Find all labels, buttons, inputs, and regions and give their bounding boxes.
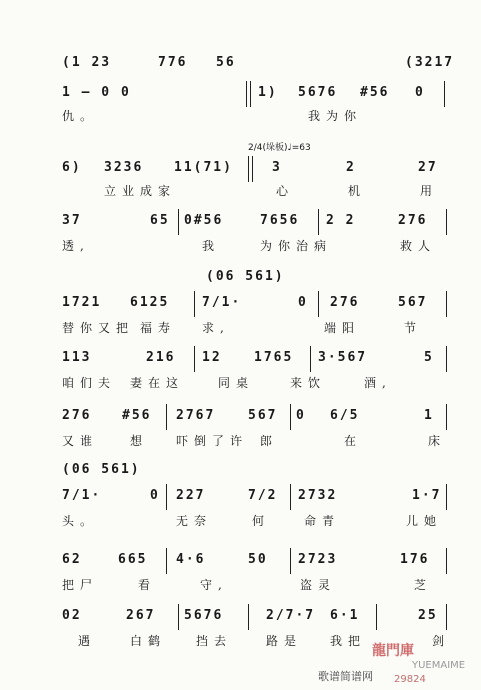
note-group: 216: [146, 350, 176, 365]
note-group: 02: [62, 608, 82, 623]
note-group: 3236: [104, 160, 144, 175]
note-group: 1721: [62, 295, 102, 310]
barline: [446, 548, 447, 574]
lyric-text: 妻在这: [130, 376, 185, 390]
note-group: #56: [122, 408, 152, 423]
note-group: 4·6: [176, 552, 206, 567]
note-group: 7/1·: [62, 488, 102, 503]
lyric-text: 节: [404, 321, 423, 335]
lyric-text: 床: [428, 434, 447, 448]
note-group: 65: [150, 213, 170, 228]
lyric-text: 又谁: [62, 434, 99, 448]
watermark-logo: 龍門庫: [372, 643, 414, 659]
lyric-text: 机: [348, 184, 367, 198]
lyric-text: 白鹤: [130, 634, 167, 648]
note-group: 12: [202, 350, 222, 365]
barline: [290, 404, 291, 430]
note-group: 27: [418, 160, 438, 175]
barline: [166, 404, 167, 430]
watermark-id: 29824: [394, 674, 426, 685]
watermark-site: YUEMAIME: [412, 660, 466, 671]
note-group: 267: [126, 608, 156, 623]
lyric-text: 剑: [432, 634, 451, 648]
note-group: 56: [216, 55, 236, 70]
barline: [194, 291, 195, 317]
note-group: 6): [62, 160, 82, 175]
barline: [166, 484, 167, 510]
note-group: 227: [176, 488, 206, 503]
note-group: 2723: [298, 552, 338, 567]
barline: [248, 156, 253, 182]
barline: [248, 604, 249, 630]
barline: [246, 81, 251, 107]
barline: [290, 548, 291, 574]
note-group: 2/7·7: [266, 608, 316, 623]
note-group: 276: [62, 408, 92, 423]
lyric-text: 心: [276, 184, 295, 198]
lyric-text: 为你治病: [260, 239, 333, 253]
barline: [446, 604, 447, 630]
barline: [310, 346, 311, 372]
barline: [178, 604, 179, 630]
lyric-text: 我: [202, 239, 221, 253]
barline: [446, 484, 447, 510]
lyric-text: 看: [138, 578, 157, 592]
note-group: 62: [62, 552, 82, 567]
note-group: 0#56: [184, 213, 224, 228]
note-group: 6/5: [330, 408, 360, 423]
lyric-text: 吓倒了许: [176, 434, 249, 448]
note-group: 113: [62, 350, 92, 365]
note-group: 2 2: [326, 213, 356, 228]
lyric-text: 酒,: [364, 376, 392, 390]
note-group: 5676: [184, 608, 224, 623]
note-group: 37: [62, 213, 82, 228]
barline: [290, 484, 291, 510]
lyric-text: 求,: [202, 321, 230, 335]
barline: [194, 346, 195, 372]
barline: [376, 604, 377, 630]
lyric-text: 头。: [62, 514, 99, 528]
note-group: 1: [424, 408, 434, 423]
note-group: (06 561): [206, 269, 285, 284]
lyric-text: 端阳: [324, 321, 361, 335]
barline: [446, 346, 447, 372]
barline: [444, 81, 445, 107]
note-group: (06 561): [62, 462, 141, 477]
note-group: 50: [248, 552, 268, 567]
lyric-text: 芝: [414, 578, 433, 592]
barline: [446, 291, 447, 317]
note-group: 5676: [298, 85, 338, 100]
note-group: 11(71): [174, 160, 233, 175]
note-group: 276: [330, 295, 360, 310]
note-group: 3: [272, 160, 282, 175]
note-group: 5: [424, 350, 434, 365]
note-group: 665: [118, 552, 148, 567]
note-group: 7/2: [248, 488, 278, 503]
page-caption: 歌谱简谱网: [318, 670, 373, 683]
lyric-text: 我为你: [308, 109, 363, 123]
note-group: 6125: [130, 295, 170, 310]
barline: [318, 209, 319, 235]
note-group: #56: [360, 85, 390, 100]
lyric-text: 救人: [400, 239, 437, 253]
lyric-text: 替你又把: [62, 321, 135, 335]
note-group: 0: [298, 295, 308, 310]
lyric-text: 同桌: [218, 376, 255, 390]
note-group: 1·7: [412, 488, 442, 503]
note-group: (1 23: [62, 55, 112, 70]
note-group: 3·567: [318, 350, 368, 365]
note-group: 567: [398, 295, 428, 310]
lyric-text: 何: [252, 514, 271, 528]
note-group: 7656: [260, 213, 300, 228]
lyric-text: 盗灵: [300, 578, 337, 592]
lyric-text: 立业成家: [104, 184, 177, 198]
lyric-text: 我把: [330, 634, 367, 648]
lyric-text: 命青: [304, 514, 341, 528]
lyric-text: 守,: [200, 578, 228, 592]
barline: [166, 548, 167, 574]
lyric-text: 儿她: [406, 514, 443, 528]
note-group: 1): [258, 85, 278, 100]
lyric-text: 咱们夫: [62, 376, 117, 390]
note-group: 25: [418, 608, 438, 623]
lyric-text: 透,: [62, 239, 90, 253]
lyric-text: 来饮: [290, 376, 327, 390]
barline: [446, 404, 447, 430]
note-group: 7/1·: [202, 295, 242, 310]
note-group: 276: [398, 213, 428, 228]
note-group: 567: [248, 408, 278, 423]
note-group: 2767: [176, 408, 216, 423]
note-group: 2: [346, 160, 356, 175]
barline: [446, 209, 447, 235]
lyric-text: 福寿: [140, 321, 177, 335]
lyric-text: 遇: [78, 634, 97, 648]
lyric-text: 把尸: [62, 578, 99, 592]
lyric-text: 想: [130, 434, 149, 448]
lyric-text: 郎: [260, 434, 279, 448]
lyric-text: 在: [344, 434, 363, 448]
note-group: 6·1: [330, 608, 360, 623]
tempo-marking: 2/4(垛板)♩=63: [248, 143, 311, 153]
lyric-text: 挡去: [196, 634, 233, 648]
barline: [178, 209, 179, 235]
lyric-text: 路是: [266, 634, 303, 648]
barline: [318, 291, 319, 317]
note-group: 1765: [254, 350, 294, 365]
lyric-text: 无奈: [176, 514, 213, 528]
note-group: 176: [400, 552, 430, 567]
lyric-text: 仇。: [62, 109, 99, 123]
note-group: 0: [296, 408, 306, 423]
note-group: 0: [415, 85, 425, 100]
note-group: 2732: [298, 488, 338, 503]
note-group: 776: [158, 55, 188, 70]
note-group: (3217: [405, 55, 455, 70]
note-group: 0: [150, 488, 160, 503]
note-group: 1 — 0 0: [62, 85, 131, 100]
lyric-text: 用: [420, 184, 439, 198]
